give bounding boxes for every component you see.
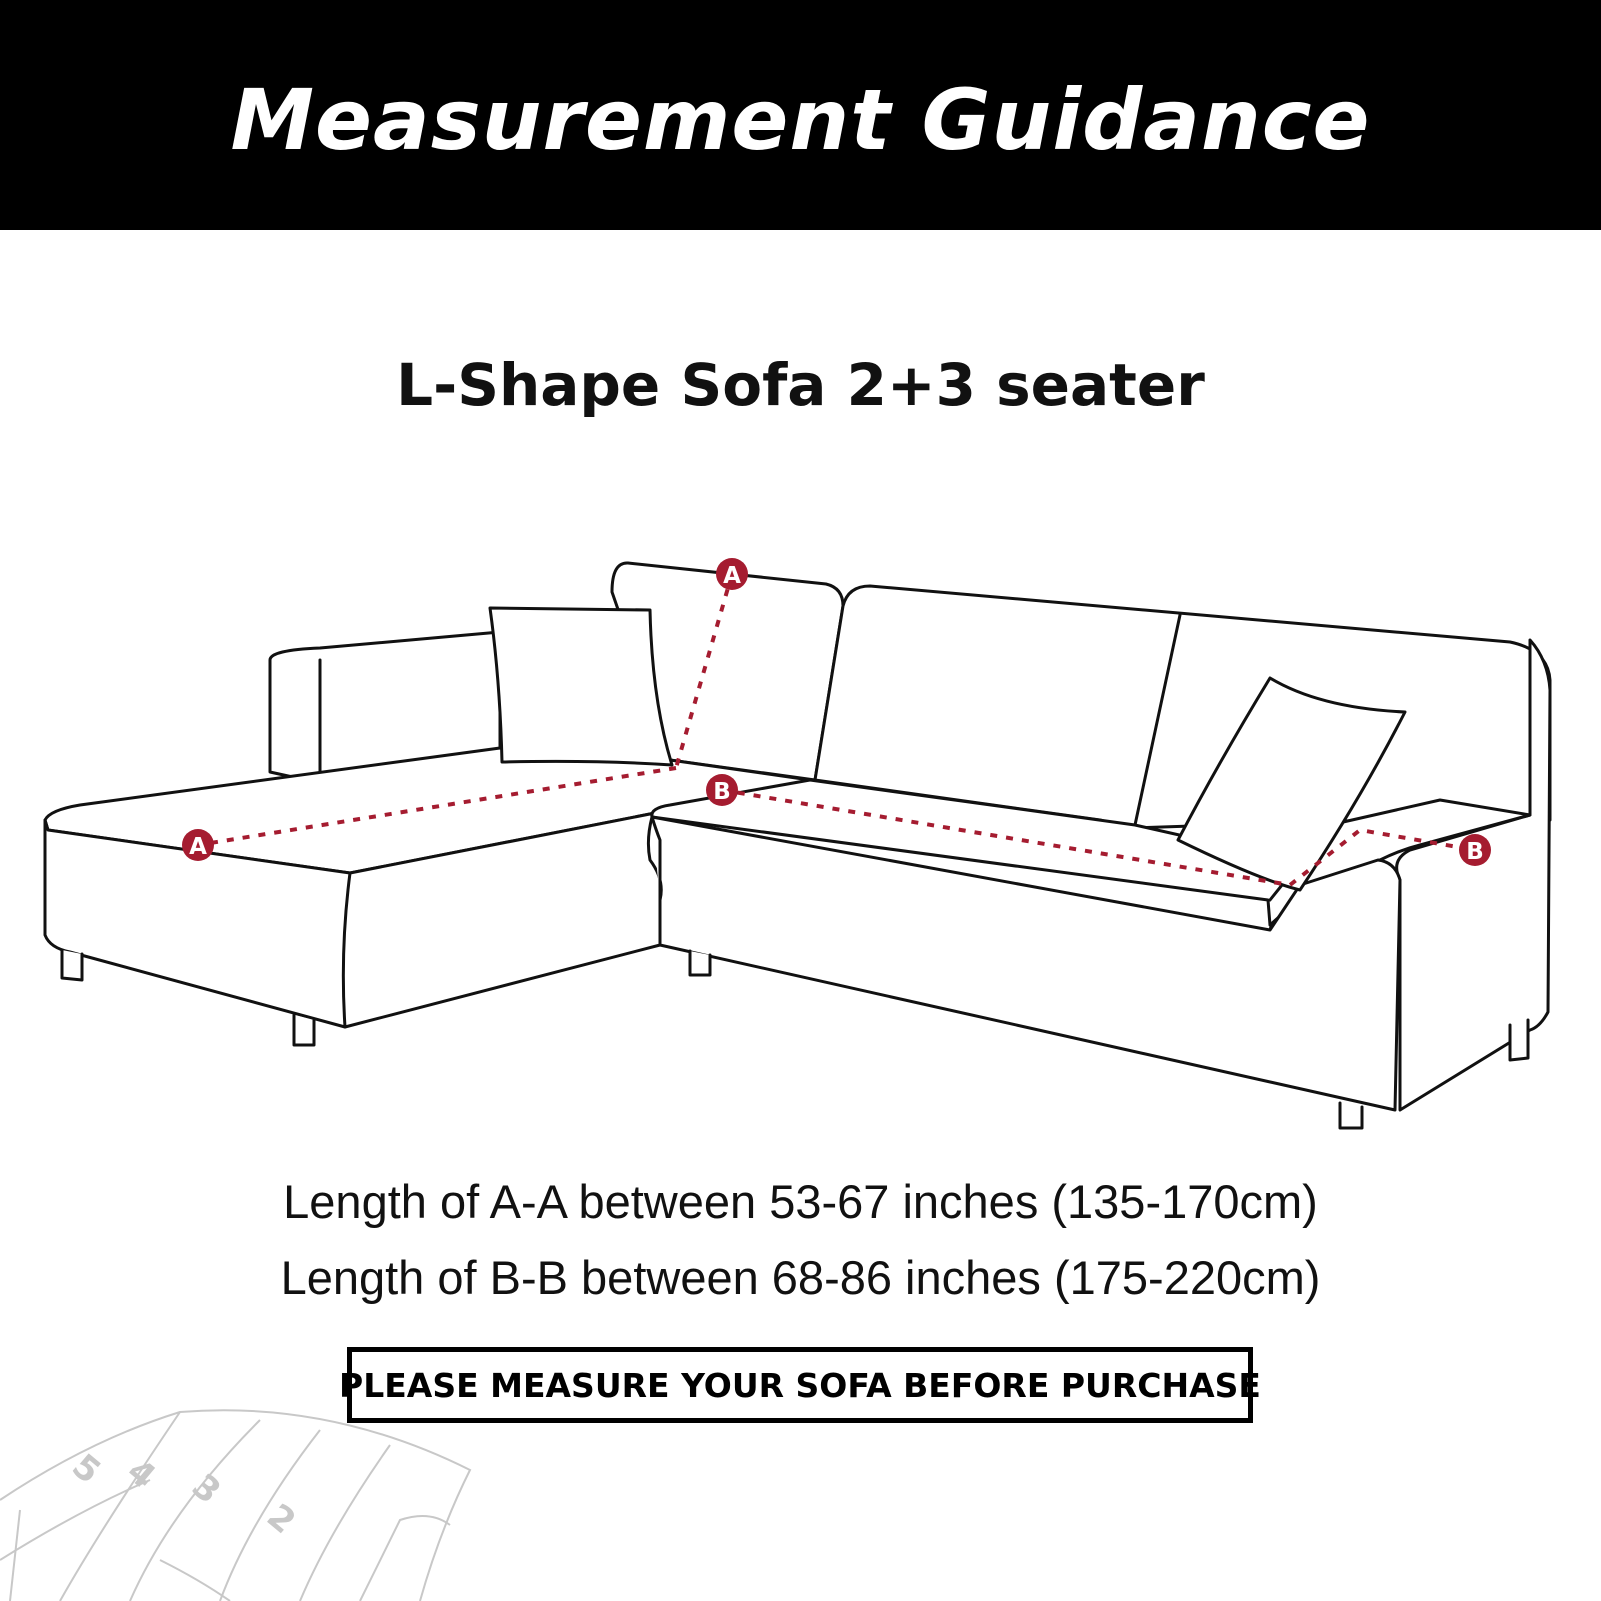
sofa-outline [45, 563, 1550, 1128]
leg-right-front [1340, 1103, 1362, 1128]
chaise-pillow [490, 608, 672, 765]
tape-number-2: 2 [259, 1496, 304, 1543]
a-a-length-text: Length of A-A between 53-67 inches (135-170cm) [283, 1175, 1318, 1228]
sofa-type-title: L-Shape Sofa 2+3 seater [396, 351, 1205, 419]
tape-number-5: 5 [64, 1446, 109, 1493]
leg-right-back [1510, 1020, 1528, 1060]
leg-chaise-front [294, 1015, 314, 1045]
long-back [815, 586, 1550, 828]
leg-middle [690, 951, 710, 975]
marker-b-right [1459, 834, 1491, 866]
page-title: Measurement Guidance [230, 71, 1371, 169]
leg-left [62, 950, 82, 980]
tape-number-3: 3 [184, 1466, 229, 1513]
purchase-notice-text: PLEASE MEASURE YOUR SOFA BEFORE PURCHASE [339, 1365, 1261, 1405]
tape-number-4: 4 [119, 1451, 164, 1498]
marker-a-top-label: A [723, 563, 741, 589]
marker-b-right-label: B [1466, 839, 1484, 865]
marker-a-top [716, 558, 748, 590]
purchase-notice-box [339, 1347, 1261, 1423]
b-b-length-text: Length of B-B between 68-86 inches (175-220cm) [280, 1251, 1321, 1304]
marker-b-left [706, 774, 738, 806]
marker-a-left-label: A [189, 834, 207, 860]
marker-a-left [182, 829, 214, 861]
marker-b-left-label: B [713, 779, 731, 805]
